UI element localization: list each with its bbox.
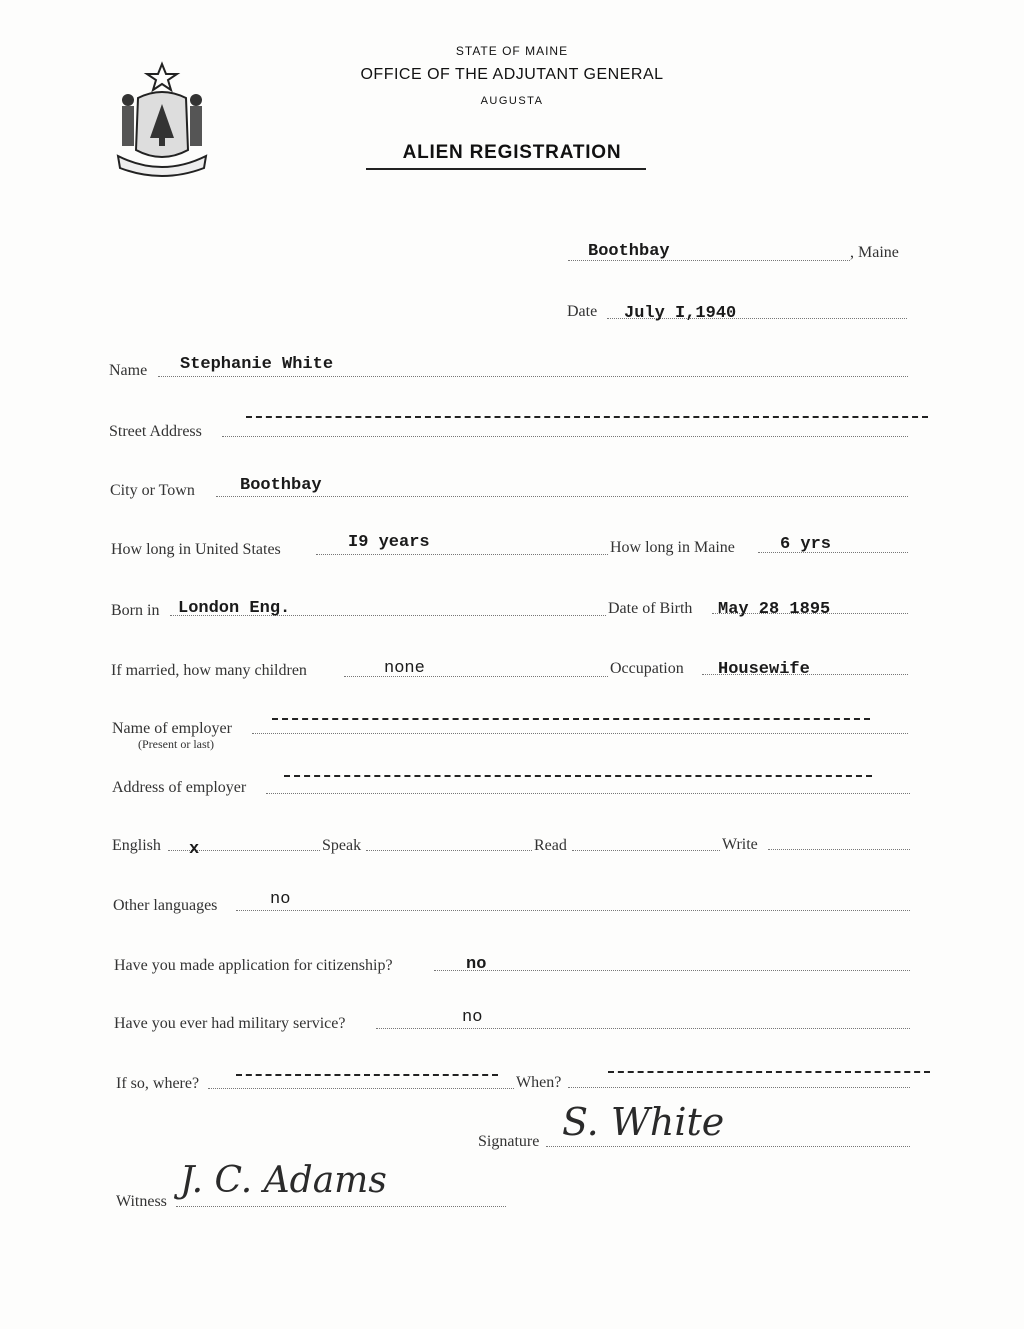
- other-languages-value: no: [270, 890, 291, 909]
- title-underline: [366, 168, 646, 170]
- street-label: Street Address: [109, 423, 202, 440]
- read-line: [572, 850, 720, 851]
- speak-label: Speak: [322, 837, 362, 854]
- how-long-maine-value: 6 yrs: [780, 535, 832, 554]
- how-long-us-value: I9 years: [348, 533, 430, 552]
- military-label: Have you ever had military service?: [114, 1015, 346, 1032]
- signature-line: [546, 1146, 910, 1147]
- read-label: Read: [534, 837, 567, 854]
- name-label: Name: [109, 362, 148, 379]
- employer-address-label: Address of employer: [112, 779, 247, 796]
- other-languages-label: Other languages: [113, 897, 218, 914]
- employer-name-line: [252, 733, 908, 734]
- header-city: AUGUSTA: [480, 95, 544, 107]
- witness-label: Witness: [116, 1193, 167, 1210]
- when-line: [568, 1087, 910, 1088]
- born-in-label: Born in: [111, 602, 160, 619]
- page-title: ALIEN REGISTRATION: [402, 142, 622, 163]
- dob-value: May 28 1895: [718, 600, 831, 619]
- header-office: OFFICE OF THE ADJUTANT GENERAL: [360, 66, 664, 83]
- citizenship-label: Have you made application for citizenship?: [114, 957, 393, 974]
- witness-value: J. C. Adams: [180, 1160, 387, 1201]
- occupation-value: Housewife: [718, 660, 810, 679]
- occupation-label: Occupation: [610, 660, 684, 677]
- name-line: [158, 376, 908, 377]
- citizenship-line: [434, 970, 910, 971]
- dob-label: Date of Birth: [608, 600, 693, 617]
- date-label: Date: [567, 303, 598, 320]
- city-value: Boothbay: [240, 476, 322, 495]
- date-value: July I,1940: [624, 304, 737, 323]
- maine-label: , Maine: [850, 244, 899, 261]
- header-state: STATE OF MAINE: [455, 44, 569, 58]
- employer-address-dashes: [284, 775, 872, 777]
- write-label: Write: [722, 836, 758, 853]
- signature-value: S. White: [562, 1100, 725, 1144]
- name-value: Stephanie White: [180, 355, 334, 374]
- children-label: If married, how many children: [111, 662, 307, 679]
- write-line: [768, 849, 910, 850]
- children-value: none: [384, 659, 425, 678]
- employer-name-dashes: [272, 718, 870, 720]
- how-long-us-label: How long in United States: [111, 541, 281, 558]
- employer-name-label: Name of employer: [112, 720, 232, 737]
- employer-address-line: [266, 793, 910, 794]
- when-dashes: [608, 1071, 930, 1073]
- where-line: [208, 1088, 514, 1089]
- other-languages-line: [236, 910, 910, 911]
- where-dashes: [236, 1074, 498, 1076]
- military-line: [376, 1028, 910, 1029]
- born-in-value: London Eng.: [178, 599, 291, 618]
- military-value: no: [462, 1008, 483, 1027]
- employer-note: (Present or last): [138, 737, 214, 751]
- citizenship-value: no: [466, 955, 487, 974]
- speak-line: [366, 850, 532, 851]
- english-value: x: [189, 840, 200, 859]
- witness-line: [176, 1206, 506, 1207]
- town-value: Boothbay: [588, 242, 670, 261]
- when-label: When?: [516, 1074, 562, 1091]
- where-label: If so, where?: [116, 1075, 200, 1092]
- how-long-maine-label: How long in Maine: [610, 539, 735, 556]
- street-line: [222, 436, 908, 437]
- how-long-us-line: [316, 554, 608, 555]
- signature-label: Signature: [478, 1133, 540, 1150]
- english-label: English: [112, 837, 161, 854]
- city-line: [216, 496, 908, 497]
- street-dashes: [246, 416, 928, 418]
- city-label: City or Town: [110, 482, 195, 499]
